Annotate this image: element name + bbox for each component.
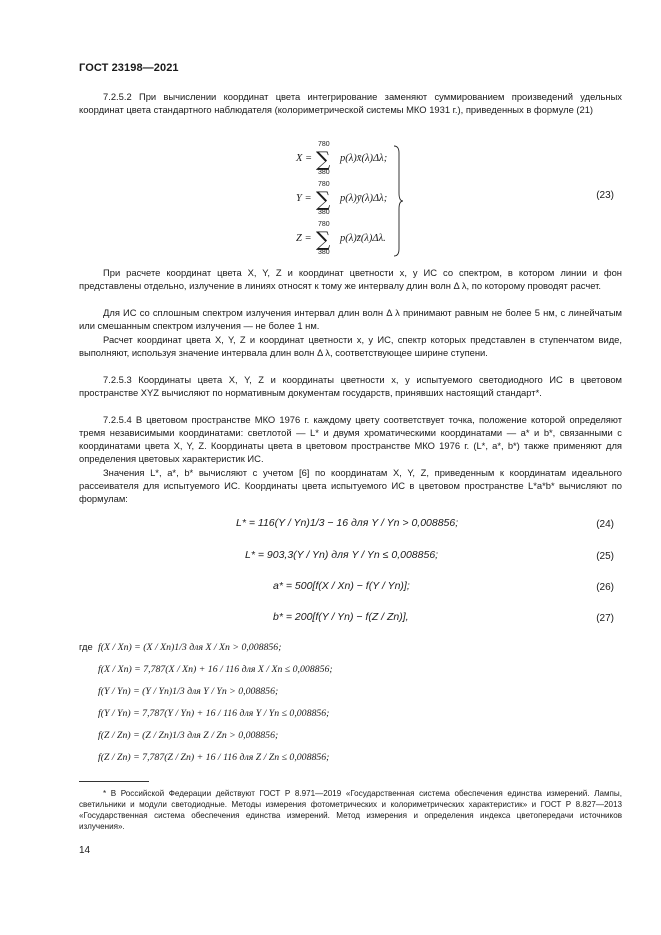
equation-26: a* = 500[f(X / Xn) − f(Y / Yn)]; [273, 580, 410, 592]
paragraph-7-2-5-2: 7.2.5.2 При вычислении координат цвета интегрирование заменяют суммированием произведений удельных координат цвета стандартного наблюдателя (колориметрической системы МКО 1931 г.), приведенных в формуле (21) [79, 91, 622, 116]
sum-symbol: ∑ [316, 227, 331, 251]
sum-symbol: ∑ [316, 187, 331, 211]
definition-line: f(X / Xn) = (X / Xn)1/3 для X / Xn > 0,008856; [98, 642, 282, 653]
definition-line: f(Z / Zn) = (Z / Zn)1/3 для Z / Zn > 0,008856; [98, 730, 279, 741]
document-page: ГОСТ 23198—2021 7.2.5.2 При вычислении координат цвета интегрирование заменяют суммированием произведений удельных координат цвета стандартного наблюдателя (колориметрической системы МКО 1931 г.), приведенных в формуле (21) X = 780 ∑ 380 p(λ)x̄(λ)Δλ; Y = 780 ∑ 380 p(λ)ȳ(λ)Δλ; Z = 780 ∑ 380 p(λ)z̄(λ)Δλ. (23) При расчете координат цвета X, Y, Z и координат цветности x, y ИС со спектром, в котором линии и фон представлены отдельно, излучение в линиях относят к тому же интервалу длин волн Δ λ, по которому проводят расчет. Для ИС со сплошным спектром излучения интервал длин волн Δ λ принимают равным не более 5 нм, с линейчатым или смешанным спектром излучения — не более 1 нм. Расчет координат цвета X, Y, Z и координат цветности x, y ИС, спектр которых представлен в ступенчатом виде, выполняют, используя значение интервала длин волн Δ λ, соответствующее ширине ступени. 7.2.5.3 Координаты цвета X, Y, Z и координаты цветности x, y испытуемого светодиодного ИС в цветовом пространстве XYZ вычисляют по нормативным документам государств, принявших настоящий стандарт*. 7.2.5.4 В цветовом пространстве МКО 1976 г. каждому цвету соответствует точка, положение которой определяют тремя независимыми координатами: светлотой — L* и двумя хроматическими координатами — a* и b*, связанными с координатами цвета X, Y, Z. Координаты цвета в цветовом пространстве МКО 1976 г. (L*, a*, b*) также применяют для определения цветовых характеристик ИС. Значения L*, a*, b* вычисляют с учетом [6] по координатам X, Y, Z, приведенным к координатам идеального рассеивателя для испытуемого ИС. Координаты цвета испытуемого ИС в цветовом пространстве L*a*b* вычисляют по формулам: L* = 116(Y / Yn)1/3 − 16 для Y / Yn > 0,008856; (24) L* = 903,3(Y / Yn) для Y / Yn ≤ 0,008856; (25) a* = 500[f(X / Xn) − f(Y / Yn)]; (26) b* = 200[f(Y / Yn) − f(Z / Zn)], (27) где f(X / Xn) = (X / Xn)1/3 для X / Xn > 0,008856; f(X / Xn) = 7,787(X / Xn) + 16 / 116 для X / Xn ≤ 0,008856; f(Y / Yn) = (Y / Yn)1/3 для Y / Yn > 0,008856; f(Y / Yn) = 7,787(Y / Yn) + 16 / 116 для Y / Yn ≤ 0,008856; f(Z / Zn) = (Z / Zn)1/3 для Z / Zn > 0,008856; f(Z / Zn) = 7,787(Z / Zn) + 16 / 116 для Z / Zn ≤ 0,008856; * В Российской Федерации действуют ГОСТ Р 8.971—2019 «Государственная система обеспечения единства измерений. Лампы, светильники и модули светодиодные. Методы измерения фотометрических и колориметрических характеристик» и ГОСТ Р 8.827—2013 «Государственная система обеспечения единства измерений. Метод измерения и определения индекса цветопередачи источников излучения». 14 [79, 62, 622, 856]
equation-27: b* = 200[f(Y / Yn) − f(Z / Zn)], [273, 611, 409, 623]
paragraph-7-2-5-3: 7.2.5.3 Координаты цвета X, Y, Z и координаты цветности x, y испытуемого светодиодного ИС в цветовом пространстве XYZ вычисляют по нормативным документам государств, принявших настоящий стандарт*. [79, 374, 622, 399]
equation-25: L* = 903,3(Y / Yn) для Y / Yn ≤ 0,008856; [245, 549, 439, 561]
paragraph-7-2-5-4: 7.2.5.4 В цветовом пространстве МКО 1976 г. каждому цвету соответствует точка, положение которой определяют тремя независимыми координатами: светлотой — L* и двумя хроматическими координатами — a* и b*, связанными с координатами цвета X, Y, Z. Координаты цвета в цветовом пространстве МКО 1976 г. (L*, a*, b*) также применяют для определения цветовых характеристик ИС. [79, 414, 622, 465]
equation-24-number: (24) [596, 519, 614, 530]
sum-symbol: ∑ [316, 147, 331, 171]
paragraph-line-spectrum: При расчете координат цвета X, Y, Z и координат цветности x, y ИС со спектром, в котором линии и фон представлены отдельно, излучение в линиях относят к тому же интервалу длин волн Δ λ, по которому проводят расчет. [79, 267, 622, 292]
page-number: 14 [79, 845, 91, 856]
equation-23-number: (23) [596, 190, 614, 201]
definition-line: f(Y / Yn) = 7,787(Y / Yn) + 16 / 116 для Y / Yn ≤ 0,008856; [98, 708, 330, 719]
paragraph-continuous-spectrum: Для ИС со сплошным спектром излучения интервал длин волн Δ λ принимают равным не более 5 нм, с линейчатым или смешанным спектром излучения — не более 1 нм. [79, 307, 622, 332]
definition-line: f(Y / Yn) = (Y / Yn)1/3 для Y / Yn > 0,008856; [98, 686, 279, 697]
paragraph-step-spectrum: Расчет координат цвета X, Y, Z и координат цветности x, y ИС, спектр которых представлен в ступенчатом виде, выполняют, используя значение интервала длин волн Δ λ, соответствующее ширине ступени. [79, 334, 622, 359]
right-brace-icon [393, 145, 403, 257]
paragraph-lab-values: Значения L*, a*, b* вычисляют с учетом [6] по координатам X, Y, Z, приведенным к координатам идеального рассеивателя для испытуемого ИС. Координаты цвета испытуемого ИС в цветовом пространстве L*a*b* вычисляют по формулам: [79, 467, 622, 505]
definition-line: f(X / Xn) = 7,787(X / Xn) + 16 / 116 для X / Xn ≤ 0,008856; [98, 664, 333, 675]
equation-25-number: (25) [596, 551, 614, 562]
footnote-divider [79, 781, 149, 782]
equation-27-number: (27) [596, 613, 614, 624]
where-label: где [79, 641, 93, 652]
equation-26-number: (26) [596, 582, 614, 593]
equation-24: L* = 116(Y / Yn)1/3 − 16 для Y / Yn > 0,008856; [236, 517, 459, 529]
definition-line: f(Z / Zn) = 7,787(Z / Zn) + 16 / 116 для Z / Zn ≤ 0,008856; [98, 752, 330, 763]
footnote: * В Российской Федерации действуют ГОСТ Р 8.971—2019 «Государственная система обеспечения единства измерений. Лампы, светильники и модули светодиодные. Методы измерения фотометрических и колориметрических характеристик» и ГОСТ Р 8.827—2013 «Государственная система обеспечения единства измерений. Метод измерения и определения индекса цветопередачи источников излучения». [79, 789, 622, 831]
document-header: ГОСТ 23198—2021 [79, 62, 179, 74]
